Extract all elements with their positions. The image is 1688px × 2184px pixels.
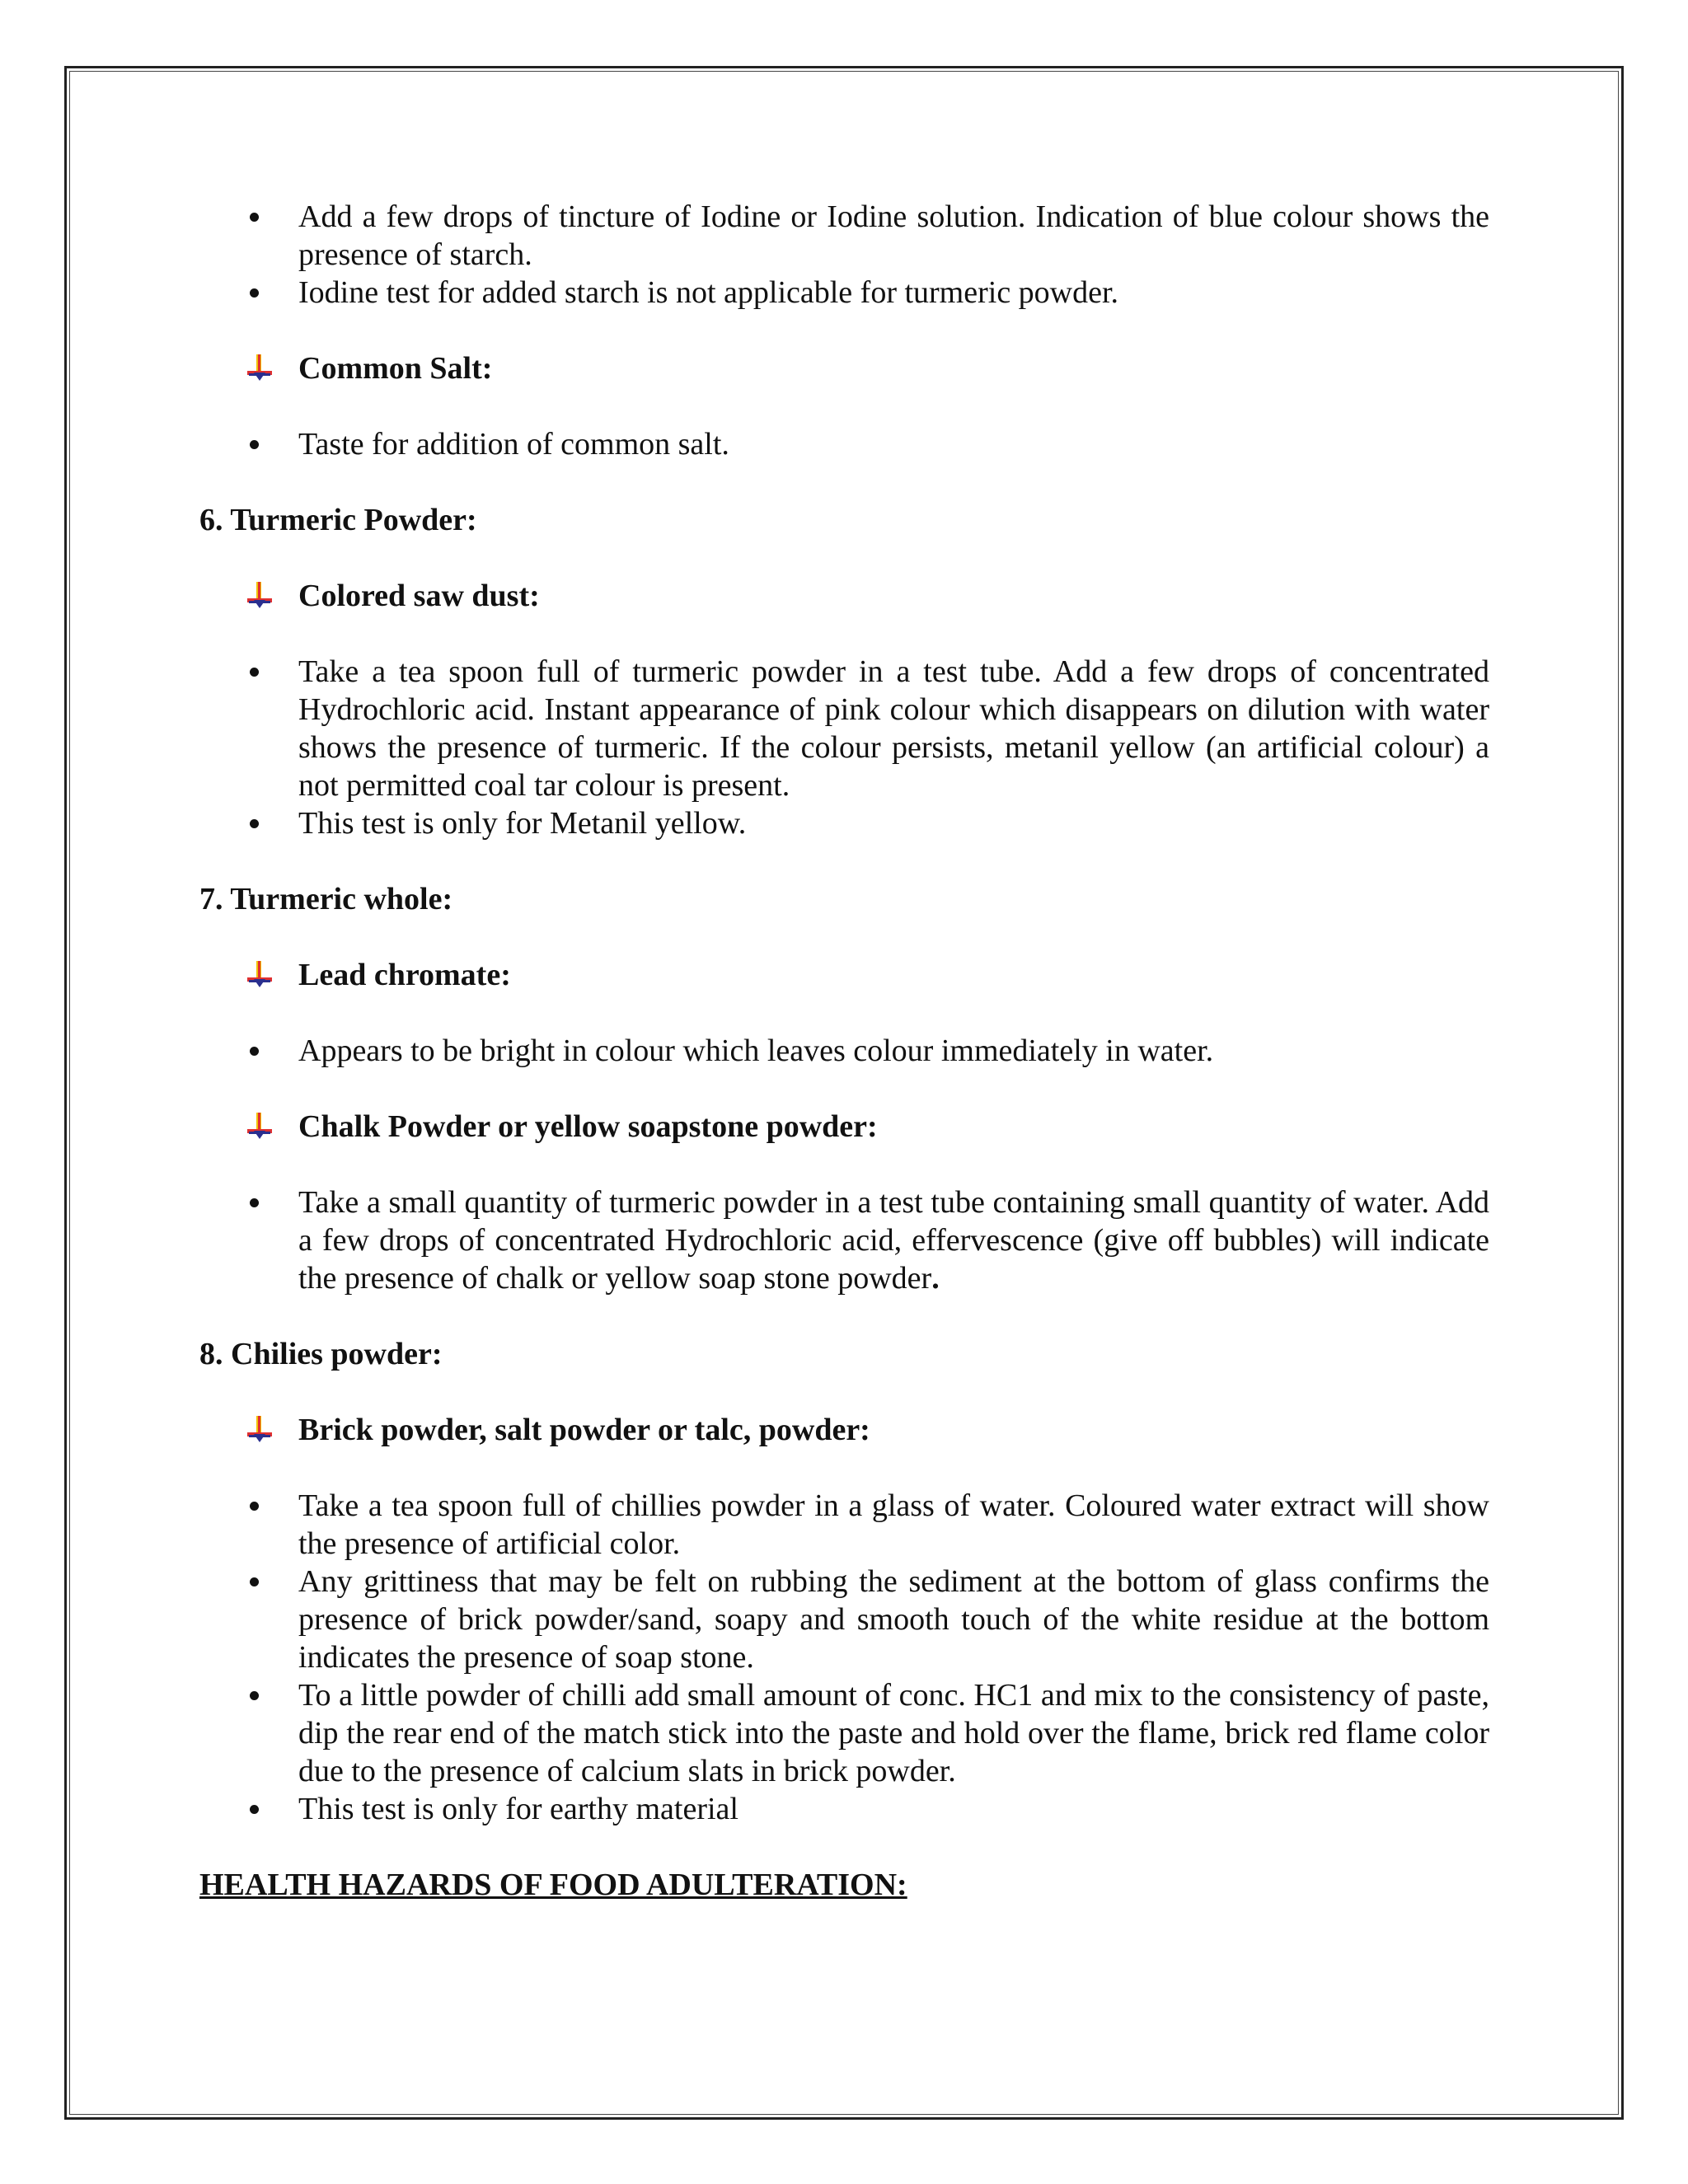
list-item: Take a small quantity of turmeric powder in a test tube containing small quantity of water. Add a few drops of concentrated Hydrochloric acid, effervescence (give off bubbles) will indicate the presence of chalk or yellow soap stone powder. (199, 1183, 1489, 1297)
list-item: Taste for addition of common salt. (199, 425, 1489, 463)
arrow-marker-icon (247, 961, 272, 989)
bullet-icon (250, 213, 259, 222)
section-heading-turmeric-whole: 7. Turmeric whole: (199, 882, 453, 916)
bullet-icon (250, 1047, 259, 1056)
bullet-icon (250, 1198, 259, 1207)
sub-heading-chalk-powder: Chalk Powder or yellow soapstone powder: (199, 1108, 1489, 1146)
turmeric-powder-list (199, 653, 1489, 842)
list-item: This test is only for Metanil yellow. (199, 804, 1489, 842)
bullet-icon (250, 440, 259, 449)
sub-heading-lead-chromate: Lead chromate: (199, 956, 1489, 994)
list-item: Take a tea spoon full of turmeric powder in a test tube. Add a few drops of concentrated Hydrochloric acid. Instant appearance of pink colour which disappears on dilution with water shows the presence of turmeric. If the colour persists, metanil yellow (an artificial colour) a not permitted coal tar colour is present. (199, 653, 1489, 804)
sub-heading-common-salt: Common Salt: (199, 349, 1489, 387)
lead-chromate-list (199, 1032, 1489, 1070)
common-salt-list (199, 425, 1489, 463)
arrow-marker-icon (247, 354, 272, 382)
list-item: Add a few drops of tincture of Iodine or Iodine solution. Indication of blue colour shows the presence of starch. (199, 198, 1489, 274)
chilies-powder-list (199, 1487, 1489, 1828)
sub-heading-colored-saw-dust: Colored saw dust: (199, 577, 1489, 615)
list-item: Iodine test for added starch is not applicable for turmeric powder. (199, 274, 1489, 312)
sub-heading-brick-powder: Brick powder, salt powder or talc, powder: (199, 1411, 1489, 1449)
chalk-powder-list (199, 1183, 1489, 1297)
bullet-icon (250, 1691, 259, 1700)
starch-test-list (199, 198, 1489, 312)
list-item: This test is only for earthy material (199, 1790, 1489, 1828)
arrow-marker-icon (247, 1416, 272, 1444)
list-item: Any grittiness that may be felt on rubbing the sediment at the bottom of glass confirms the presence of brick powder/sand, soapy and smooth touch of the white residue at the bottom indicates the presence of soap stone. (199, 1563, 1489, 1676)
bullet-icon (250, 819, 259, 828)
document-content (199, 198, 1489, 1904)
bullet-icon (250, 288, 259, 298)
section-heading-health-hazards: HEALTH HAZARDS OF FOOD ADULTERATION: (199, 1868, 907, 1902)
bullet-icon (250, 1805, 259, 1814)
list-item: Take a tea spoon full of chillies powder in a glass of water. Coloured water extract will show the presence of artificial color. (199, 1487, 1489, 1563)
bullet-icon (250, 1502, 259, 1511)
bullet-icon (250, 668, 259, 677)
bullet-icon (250, 1577, 259, 1586)
arrow-marker-icon (247, 582, 272, 610)
section-heading-turmeric-powder: 6. Turmeric Powder: (199, 503, 477, 537)
list-item: Appears to be bright in colour which leaves colour immediately in water. (199, 1032, 1489, 1070)
arrow-marker-icon (247, 1113, 272, 1141)
section-heading-chilies-powder: 8. Chilies powder: (199, 1337, 443, 1371)
list-item: To a little powder of chilli add small amount of conc. HC1 and mix to the consistency of paste, dip the rear end of the match stick into the paste and hold over the flame, brick red flame color due to the presence of calcium slats in brick powder. (199, 1676, 1489, 1790)
